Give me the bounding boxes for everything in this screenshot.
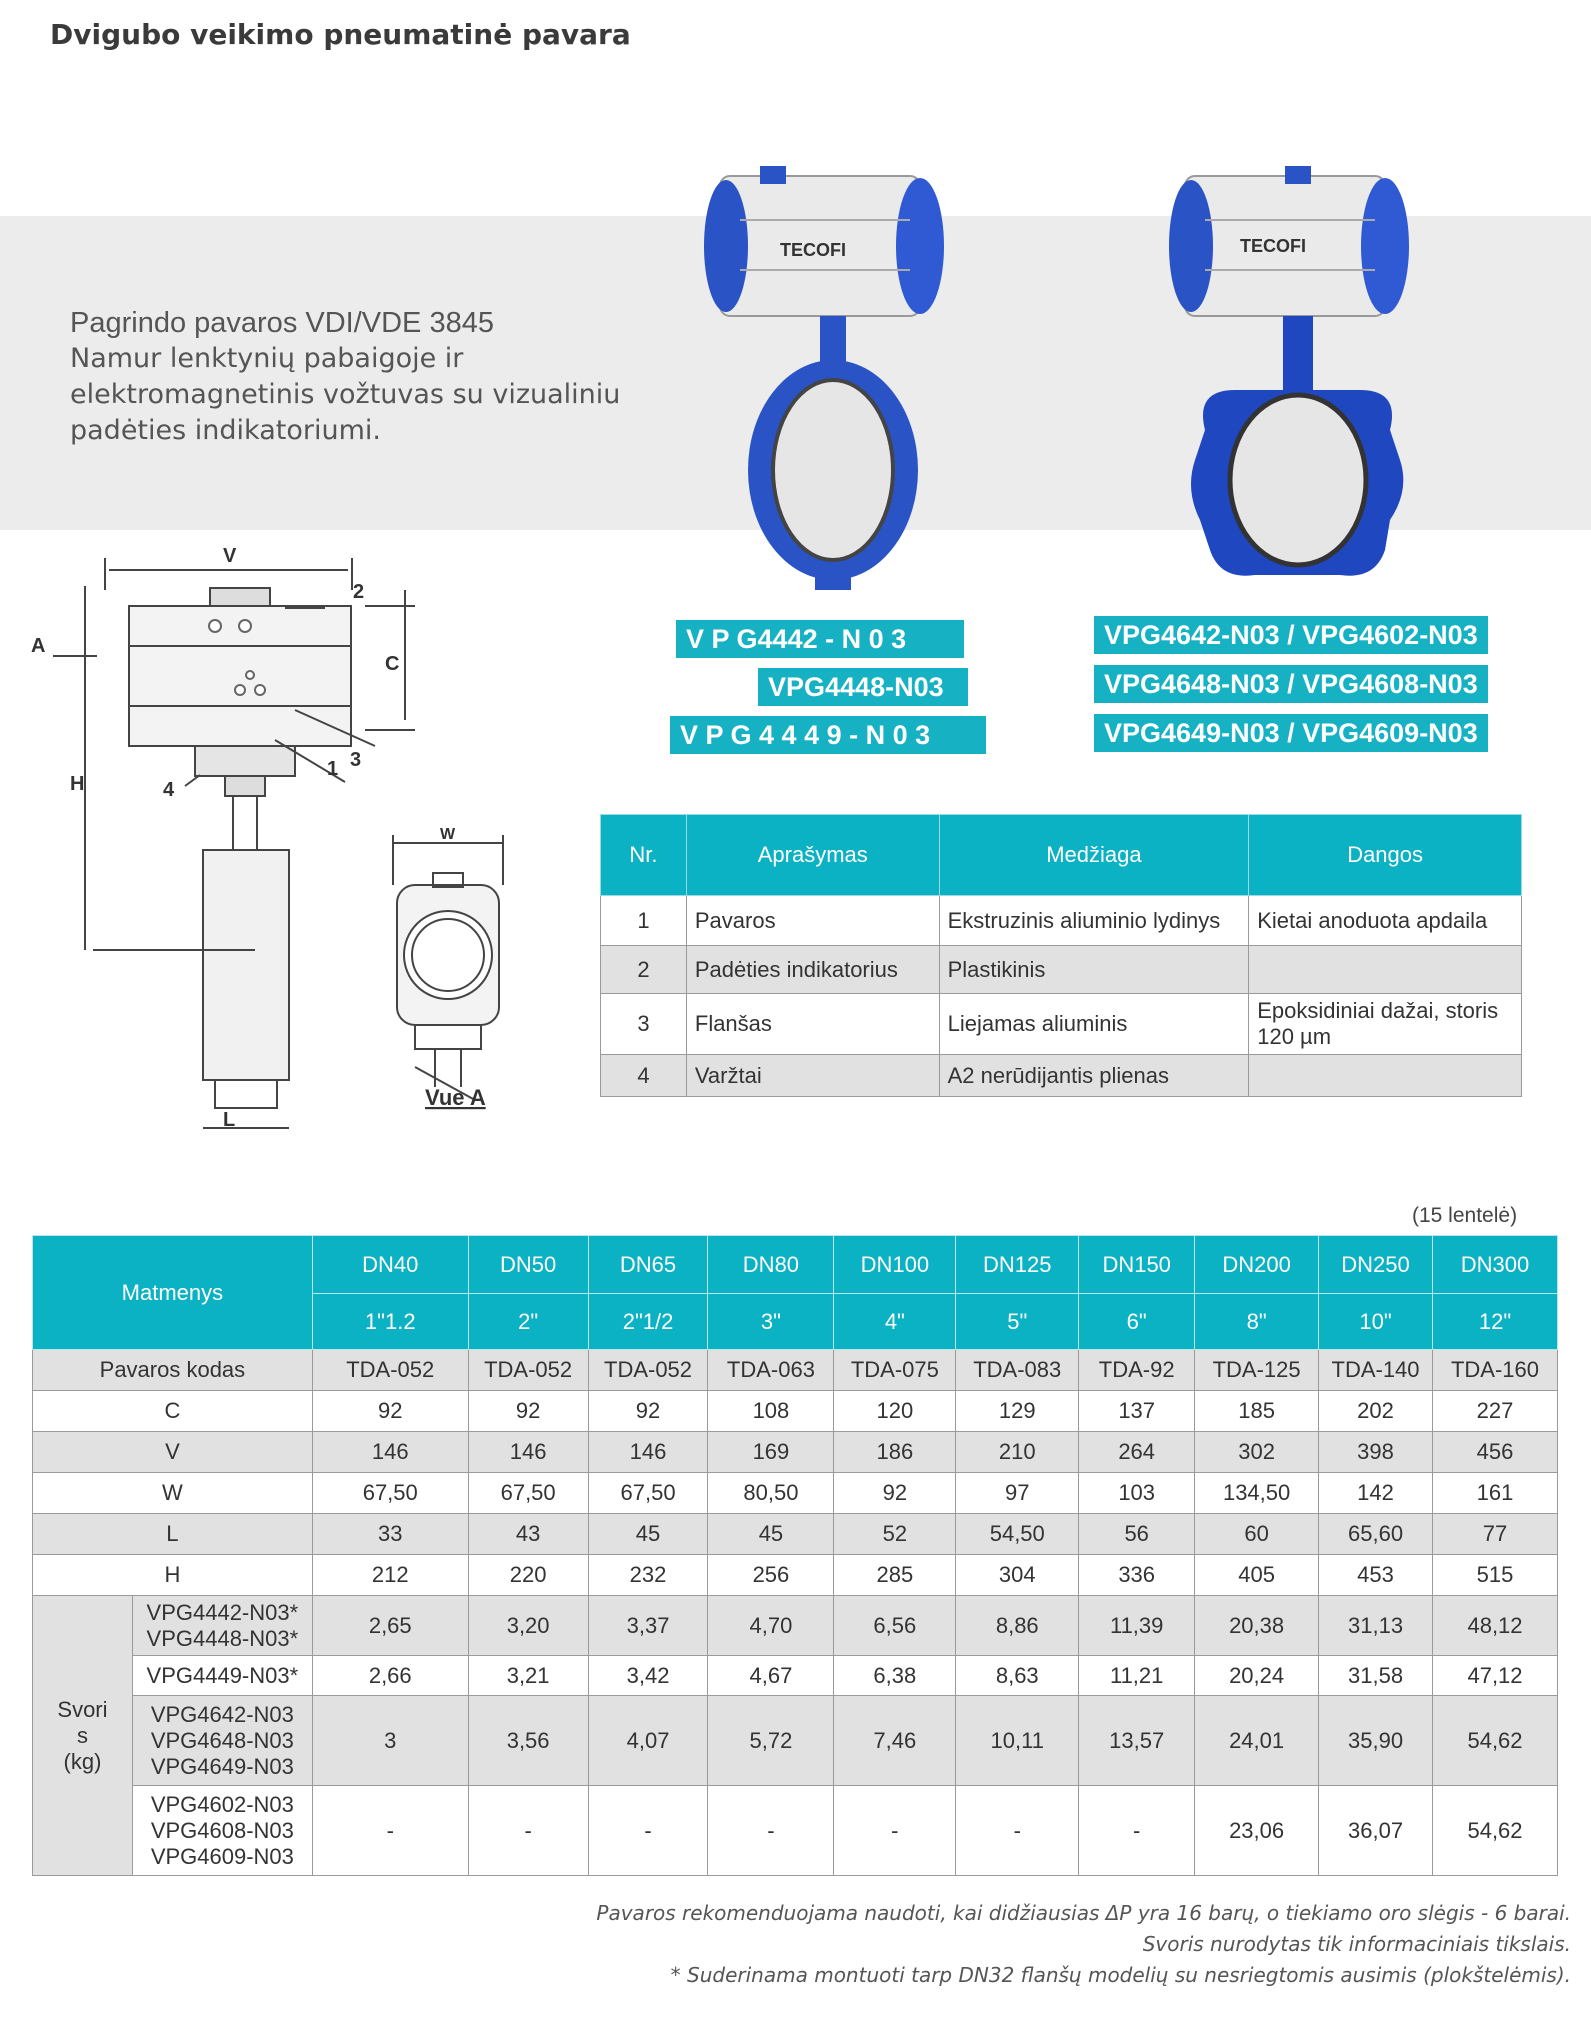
cell: 31,13 [1319,1596,1433,1656]
cell: 67,50 [588,1473,708,1514]
cell: 11,21 [1079,1656,1195,1696]
cell: 232 [588,1555,708,1596]
technical-drawing-view-a [385,825,525,1115]
inch-header: 3" [708,1294,834,1350]
table-row [601,1055,1522,1097]
cell: 36,07 [1319,1786,1433,1876]
cell: 134,50 [1195,1473,1319,1514]
cell: 8,63 [956,1656,1079,1696]
model-cell [132,1696,312,1786]
table-row [601,896,1522,946]
footnote-3: * Suderinama montuoti tarp DN32 flanšų modelių su nesriegtomis ausimis (plokštelėmis). [670,1963,1571,1987]
page-title: Dvigubo veikimo pneumatinė pavara [50,18,631,51]
cell: 202 [1319,1391,1433,1432]
intro-line-1: Pagrindo pavaros VDI/VDE 3845 [70,307,494,339]
technical-drawing [25,530,425,1140]
cell: 20,38 [1195,1596,1319,1656]
cell: TDA-052 [468,1350,588,1391]
dn-header: DN50 [468,1236,588,1294]
weight-row [33,1596,1558,1656]
model-tag-4449: V P G 4 4 4 9 - N 0 3 [670,716,986,754]
cell: 336 [1079,1555,1195,1596]
weight-label-line: (kg) [63,1748,102,1774]
inch-header: 5" [956,1294,1079,1350]
cell [1249,1055,1522,1097]
cell: Pavaros [686,896,939,946]
cell: 6,38 [834,1656,956,1696]
cell: 3 [601,994,687,1055]
model-cell [132,1786,312,1876]
dimensions-table [32,1235,1558,1876]
dn-header: DN300 [1433,1236,1558,1294]
col-header: Dangos [1249,815,1522,896]
components-header-row [601,815,1522,896]
cell: 31,58 [1319,1656,1433,1696]
intro-rest: Namur lenktynių pabaigoje ir elektromagnetinis vožtuvas su vizualiniu padėties indikatoriumi. [70,343,621,446]
model-name: VPG4448-N03* [146,1625,299,1651]
inch-header: 10" [1319,1294,1433,1350]
dn-header: DN80 [708,1236,834,1294]
table-row [33,1350,1558,1391]
cell: - [312,1786,468,1876]
cell: 4 [601,1055,687,1097]
cell: - [834,1786,956,1876]
cell: Ekstruzinis aliuminio lydinys [939,896,1249,946]
cell: - [588,1786,708,1876]
table-row [33,1432,1558,1473]
cell: 302 [1195,1432,1319,1473]
cell: 7,46 [834,1696,956,1786]
intro-text [70,305,670,449]
model-tag-4448: VPG4448-N03 [758,668,968,706]
table-row [33,1473,1558,1514]
col-header: Medžiaga [939,815,1249,896]
cell: Kietai anoduota apdaila [1249,896,1522,946]
dim-label-v: V [223,545,237,567]
cell: 169 [708,1432,834,1473]
cell: 20,24 [1195,1656,1319,1696]
cell: 137 [1079,1391,1195,1432]
cell: 146 [312,1432,468,1473]
cell: 398 [1319,1432,1433,1473]
view-a-label: Vue A [425,1085,486,1110]
cell: Padėties indikatorius [686,946,939,994]
cell: 146 [588,1432,708,1473]
brand-label-2: TECOFI [1240,236,1306,256]
model-name: VPG4449-N03* [146,1662,299,1688]
cell: - [956,1786,1079,1876]
cell: 129 [956,1391,1079,1432]
cell: - [708,1786,834,1876]
cell: 2,65 [312,1596,468,1656]
cell: 1 [601,896,687,946]
cell: TDA-075 [834,1350,956,1391]
cell: - [468,1786,588,1876]
row-label: H [33,1555,313,1596]
cell: 212 [312,1555,468,1596]
cell: 3,20 [468,1596,588,1656]
cell: 45 [588,1514,708,1555]
cell: TDA-92 [1079,1350,1195,1391]
inch-header: 2"1/2 [588,1294,708,1350]
cell: 264 [1079,1432,1195,1473]
cell: 54,62 [1433,1696,1558,1786]
cell: 3,42 [588,1656,708,1696]
model-cell [132,1656,312,1696]
cell: 220 [468,1555,588,1596]
cell: 108 [708,1391,834,1432]
cell: 185 [1195,1391,1319,1432]
weight-row [33,1656,1558,1696]
col-header: Nr. [601,815,687,896]
dn-header: DN40 [312,1236,468,1294]
model-name: VPG4602-N03 [150,1791,294,1817]
brand-label: TECOFI [780,240,846,260]
weight-row [33,1696,1558,1786]
cell: Flanšas [686,994,939,1055]
cell: 48,12 [1433,1596,1558,1656]
dim-label-l: L [223,1109,236,1131]
dn-header: DN200 [1195,1236,1319,1294]
cell: TDA-125 [1195,1350,1319,1391]
footnote-2: Svoris nurodytas tik informaciniais tikslais. [1142,1932,1571,1956]
dim-label-c: C [385,653,400,675]
model-name: VPG4649-N03 [150,1753,294,1779]
cell: TDA-140 [1319,1350,1433,1391]
cell: 4,07 [588,1696,708,1786]
cell: TDA-160 [1433,1350,1558,1391]
row-label: W [33,1473,313,1514]
cell: 405 [1195,1555,1319,1596]
cell: 35,90 [1319,1696,1433,1786]
footnotes [596,1898,1571,1991]
inch-header: 1"1.2 [312,1294,468,1350]
cell: TDA-063 [708,1350,834,1391]
cell: 92 [834,1473,956,1514]
cell: 210 [956,1432,1079,1473]
model-tag-4642: VPG4642-N03 / VPG4602-N03 [1094,616,1488,654]
row-label: L [33,1514,313,1555]
inch-header: 4" [834,1294,956,1350]
inch-header: 2" [468,1294,588,1350]
cell: 3,21 [468,1656,588,1696]
cell: 77 [1433,1514,1558,1555]
wafer-valve-image [700,160,970,600]
cell: TDA-083 [956,1350,1079,1391]
model-tag-4649: VPG4649-N03 / VPG4609-N03 [1094,714,1488,752]
cell [1249,946,1522,994]
model-cell [132,1596,312,1656]
cell: Varžtai [686,1055,939,1097]
cell: 146 [468,1432,588,1473]
cell: 56 [1079,1514,1195,1555]
cell: 65,60 [1319,1514,1433,1555]
cell: 45 [708,1514,834,1555]
view-label-a: A [31,635,46,657]
cell: TDA-052 [312,1350,468,1391]
dn-header: DN250 [1319,1236,1433,1294]
col-header: Aprašymas [686,815,939,896]
cell: Epoksidiniai dažai, storis 120 µm [1249,994,1522,1055]
cell: - [1079,1786,1195,1876]
cell: 8,86 [956,1596,1079,1656]
cell: 92 [588,1391,708,1432]
model-tag-4648: VPG4648-N03 / VPG4608-N03 [1094,665,1488,703]
dim-label-w: W [440,826,456,843]
row-label: Pavaros kodas [33,1350,313,1391]
cell: 5,72 [708,1696,834,1786]
cell: 2 [601,946,687,994]
weight-row [33,1786,1558,1876]
cell: 3,37 [588,1596,708,1656]
cell: Liejamas aliuminis [939,994,1249,1055]
callout-3: 3 [350,749,362,771]
cell: 453 [1319,1555,1433,1596]
model-name: VPG4609-N03 [150,1843,294,1869]
cell: 13,57 [1079,1696,1195,1786]
cell: 67,50 [468,1473,588,1514]
callout-1: 1 [327,758,339,780]
dims-header-label: Matmenys [33,1236,313,1350]
dn-header: DN125 [956,1236,1079,1294]
cell: 33 [312,1514,468,1555]
model-name: VPG4442-N03* [146,1599,299,1625]
cell: 43 [468,1514,588,1555]
model-name: VPG4608-N03 [150,1817,294,1843]
cell: 256 [708,1555,834,1596]
cell: 67,50 [312,1473,468,1514]
inch-header: 12" [1433,1294,1558,1350]
callout-4: 4 [163,779,175,801]
table-row [33,1514,1558,1555]
dn-header: DN100 [834,1236,956,1294]
table-row [33,1555,1558,1596]
table-caption: (15 lentelė) [1412,1204,1518,1227]
cell: 227 [1433,1391,1558,1432]
dim-label-h: H [70,773,85,795]
callout-2: 2 [353,581,365,603]
cell: 6,56 [834,1596,956,1656]
model-name: VPG4642-N03 [150,1701,294,1727]
table-row [601,994,1522,1055]
cell: 161 [1433,1473,1558,1514]
dn-header: DN150 [1079,1236,1195,1294]
cell: 4,70 [708,1596,834,1656]
cell: A2 nerūdijantis plienas [939,1055,1249,1097]
weight-label-line: s [76,1722,88,1748]
table-row [33,1391,1558,1432]
cell: 515 [1433,1555,1558,1596]
weight-label [33,1596,133,1876]
row-label: C [33,1391,313,1432]
cell: Plastikinis [939,946,1249,994]
cell: 186 [834,1432,956,1473]
cell: 92 [312,1391,468,1432]
cell: 3 [312,1696,468,1786]
cell: 97 [956,1473,1079,1514]
weight-label-line: Svori [57,1696,108,1722]
cell: 10,11 [956,1696,1079,1786]
cell: 142 [1319,1473,1433,1514]
cell: 103 [1079,1473,1195,1514]
cell: 285 [834,1555,956,1596]
dn-header: DN65 [588,1236,708,1294]
cell: 54,50 [956,1514,1079,1555]
cell: 92 [468,1391,588,1432]
model-name: VPG4648-N03 [150,1727,294,1753]
cell: 60 [1195,1514,1319,1555]
cell: 3,56 [468,1696,588,1786]
inch-header: 8" [1195,1294,1319,1350]
footnote-1: Pavaros rekomenduojama naudoti, kai didžiausias ΔP yra 16 barų, o tiekiamo oro slėgis - 6 barai. [596,1901,1571,1925]
model-tag-4442: V P G4442 - N 0 3 [676,620,964,658]
table-row [601,946,1522,994]
cell: 54,62 [1433,1786,1558,1876]
cell: 4,67 [708,1656,834,1696]
row-label: V [33,1432,313,1473]
cell: 23,06 [1195,1786,1319,1876]
components-table [600,814,1522,1097]
dn-header-row [33,1236,1558,1294]
inch-header: 6" [1079,1294,1195,1350]
cell: 456 [1433,1432,1558,1473]
cell: 24,01 [1195,1696,1319,1786]
lug-valve-image [1165,160,1435,600]
cell: TDA-052 [588,1350,708,1391]
cell: 11,39 [1079,1596,1195,1656]
cell: 2,66 [312,1656,468,1696]
cell: 80,50 [708,1473,834,1514]
cell: 52 [834,1514,956,1555]
cell: 304 [956,1555,1079,1596]
cell: 47,12 [1433,1656,1558,1696]
cell: 120 [834,1391,956,1432]
